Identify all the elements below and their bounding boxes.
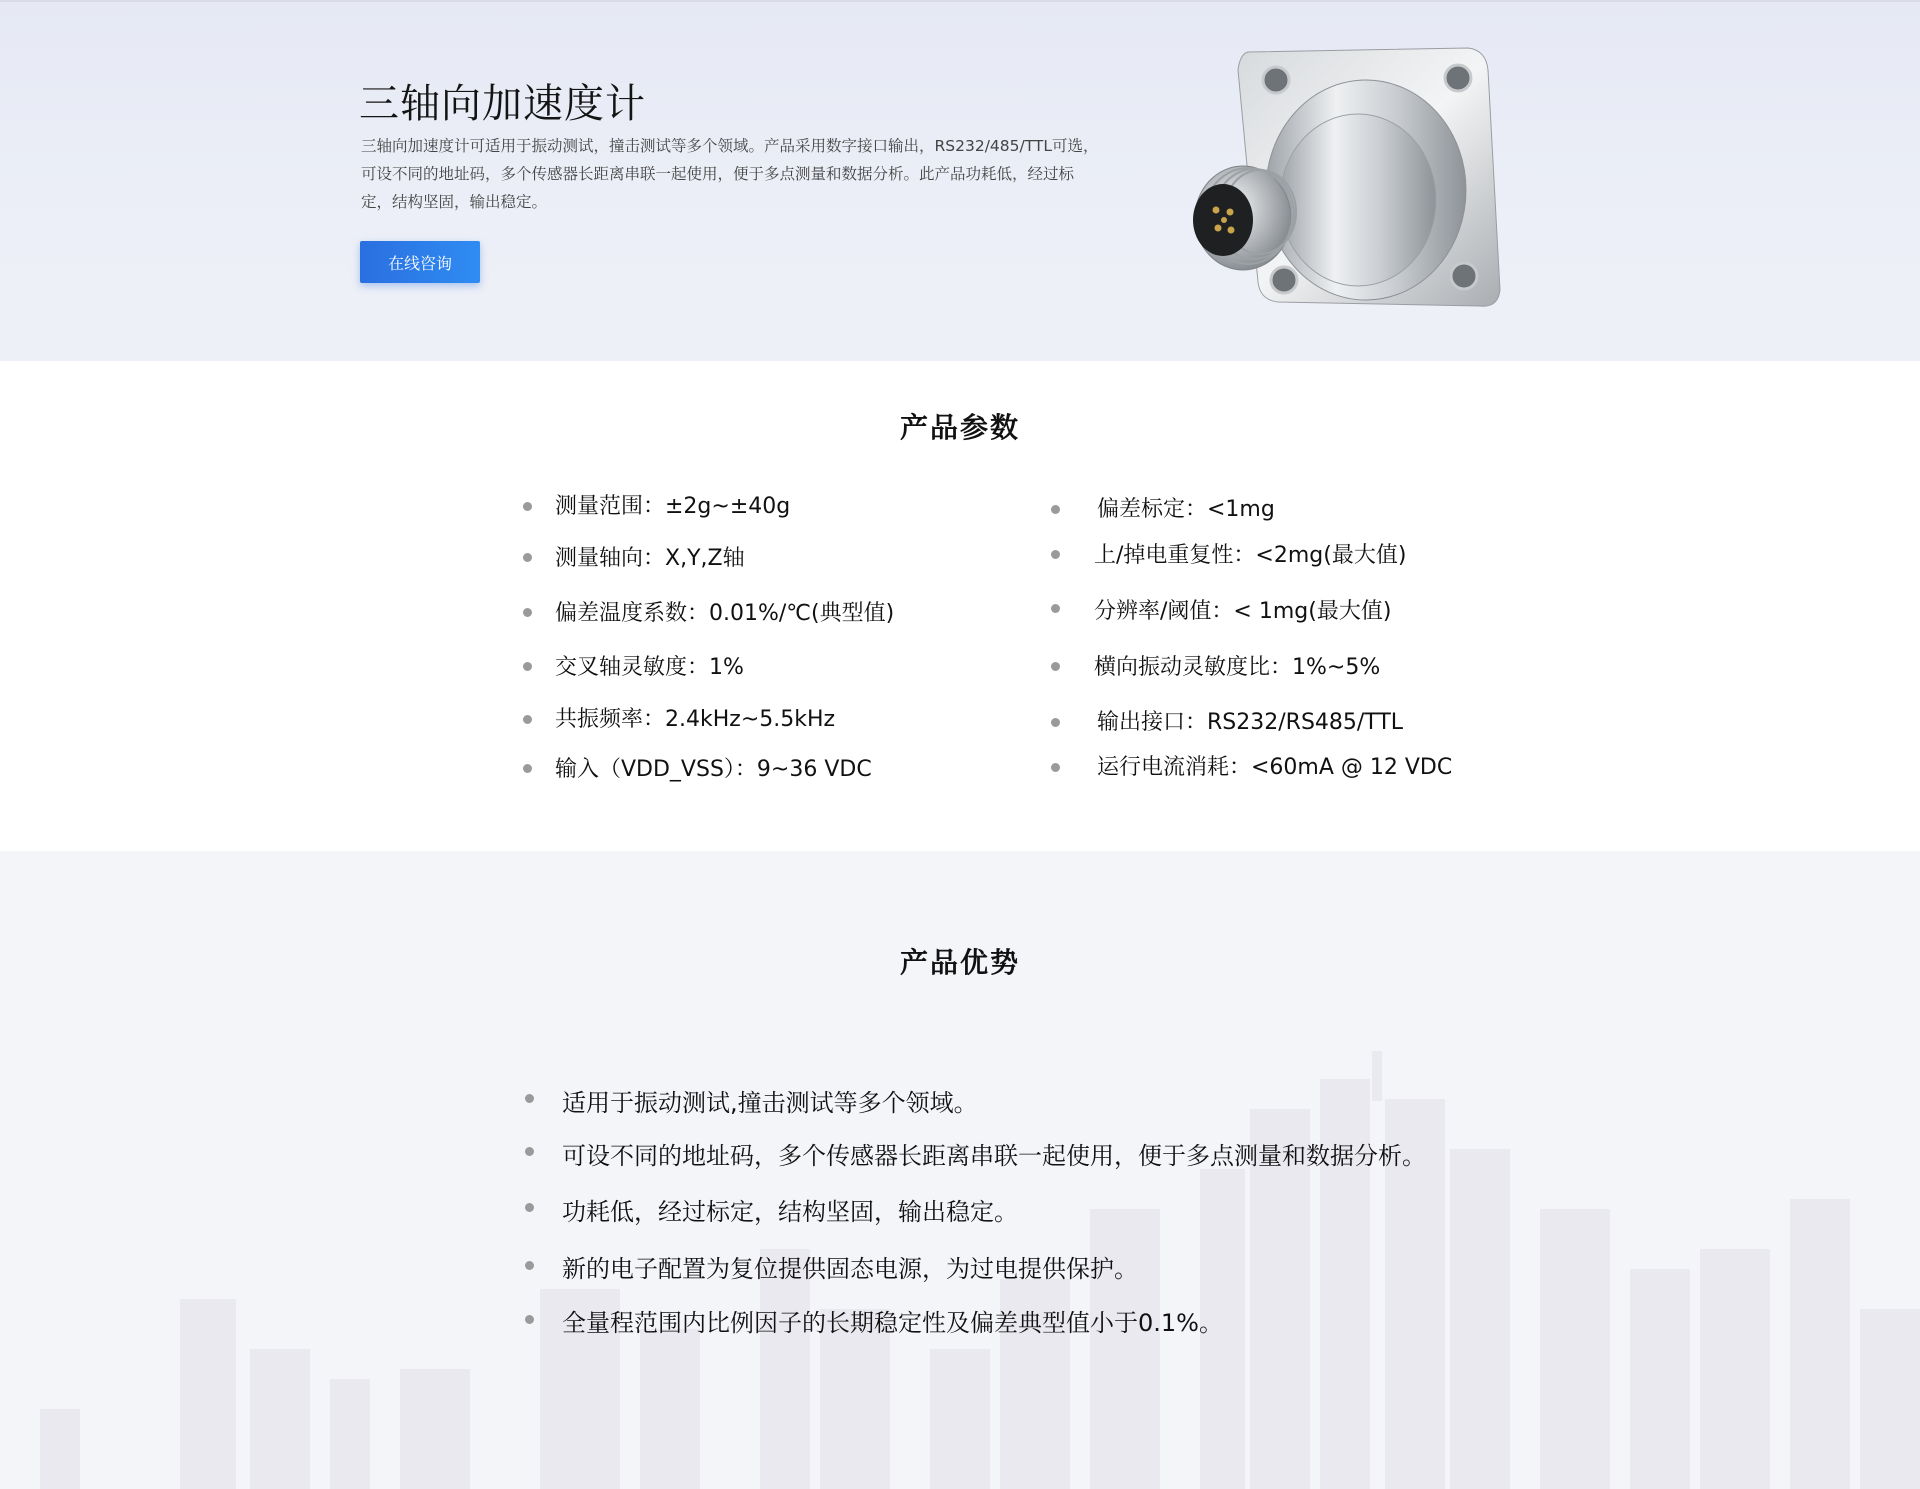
product-title: 三轴向加速度计 (359, 81, 646, 127)
bullet-icon (525, 1315, 534, 1324)
product-description: 三轴向加速度计可适用于振动测试，撞击测试等多个领域。产品采用数字接口输出，RS232/485/TTL可选，可设不同的地址码，多个传感器长距离串联一起使用，便于多点测量和数据分析。此产品功耗低，经过标定，结构坚固，输出稳定。 (361, 137, 1099, 211)
param-item: 偏差标定：<1mg (1097, 497, 1275, 522)
advantage-item: 可设不同的地址码，多个传感器长距离串联一起使用，便于多点测量和数据分析。 (562, 1142, 1426, 1170)
param-item: 测量范围：±2g~±40g (555, 494, 791, 519)
param-item: 偏差温度系数：0.01%/℃(典型值) (555, 601, 895, 626)
param-item: 横向振动灵敏度比：1%~5% (1094, 655, 1381, 680)
bullet-icon (525, 1261, 534, 1270)
bullet-icon (525, 1203, 534, 1212)
param-item: 输出接口：RS232/RS485/TTL (1097, 710, 1404, 735)
param-item: 输入（VDD_VSS）：9~36 VDC (555, 757, 872, 782)
bullet-icon (1051, 763, 1060, 772)
param-item: 测量轴向：X,Y,Z轴 (555, 546, 745, 571)
bullet-icon (523, 715, 532, 724)
bullet-icon (523, 553, 532, 562)
bullet-icon (1051, 550, 1060, 559)
param-item: 运行电流消耗：<60mA @ 12 VDC (1097, 755, 1453, 780)
bullet-icon (1051, 505, 1060, 514)
bullet-icon (1051, 662, 1060, 671)
advantage-item: 适用于振动测试,撞击测试等多个领域。 (562, 1089, 978, 1117)
bullet-icon (523, 662, 532, 671)
product-parameters-section (0, 361, 1920, 851)
param-item: 共振频率：2.4kHz~5.5kHz (555, 707, 836, 732)
product-advantages-section (0, 851, 1920, 1489)
bullet-icon (1051, 718, 1060, 727)
param-item: 分辨率/阈值：< 1mg(最大值) (1094, 599, 1392, 624)
param-item: 上/掉电重复性：<2mg(最大值) (1094, 543, 1407, 568)
bullet-icon (523, 764, 532, 773)
advantage-item: 功耗低，经过标定，结构坚固，输出稳定。 (562, 1198, 1018, 1226)
advantage-item: 新的电子配置为复位提供固态电源，为过电提供保护。 (562, 1255, 1138, 1283)
advantages-section-title: 产品优势 (899, 946, 1020, 979)
bullet-icon (523, 502, 532, 511)
bullet-icon (1051, 604, 1060, 613)
accelerometer-product-image (1168, 40, 1508, 310)
params-section-title: 产品参数 (899, 411, 1020, 444)
product-hero (0, 0, 1920, 361)
online-consult-button[interactable]: 在线咨询 (360, 241, 480, 283)
bullet-icon (523, 608, 532, 617)
bullet-icon (525, 1094, 534, 1103)
param-item: 交叉轴灵敏度：1% (555, 655, 744, 680)
bullet-icon (525, 1147, 534, 1156)
advantage-item: 全量程范围内比例因子的长期稳定性及偏差典型值小于0.1%。 (562, 1309, 1223, 1337)
